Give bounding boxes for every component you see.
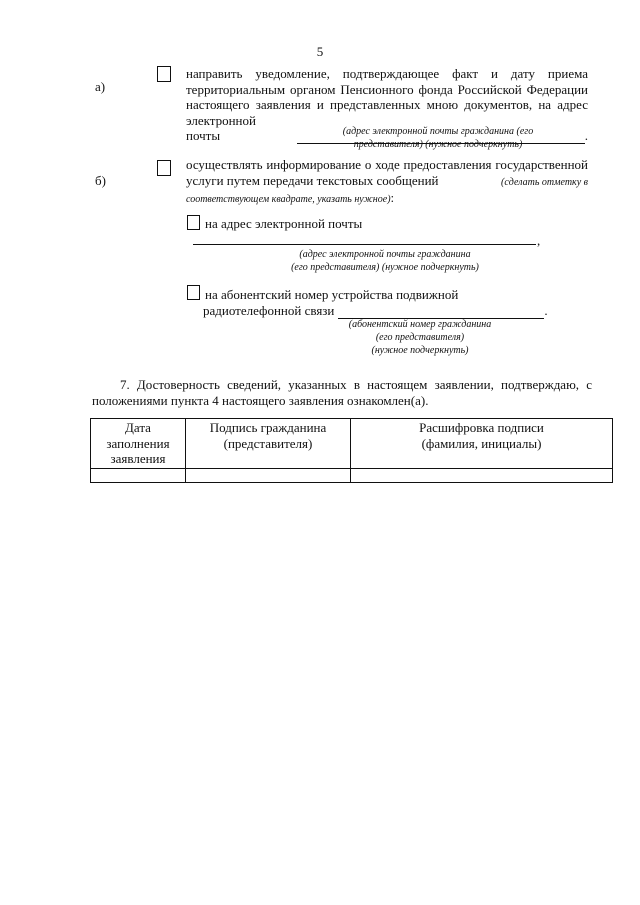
option-b-checkbox[interactable] (157, 160, 171, 176)
signature-cell[interactable] (186, 468, 351, 482)
header-name-line-1: Расшифровка подписи (419, 420, 544, 435)
option-a-email-label: электронной почты (186, 112, 256, 143)
phone-note (320, 318, 520, 357)
option-a-line-1: направить уведомление, подтверждающее факт и дату приема (186, 66, 588, 81)
option-a-note-line-2: представителя) (нужное подчеркнуть) (353, 139, 523, 150)
header-date-line-2: заполнения (106, 435, 170, 451)
section-7-line-2: положениями пункта 4 настоящего заявления ознакомлен(а). (92, 392, 429, 408)
header-signature-line-2: (представителя) (223, 435, 313, 451)
option-b-line-3-colon: : (390, 190, 395, 205)
option-a-note-line-1: (адрес электронной почты гражданина (его (342, 126, 534, 137)
phone-number-field[interactable] (338, 306, 544, 319)
email-suffix: , (537, 233, 541, 248)
phone-note-line-3: (нужное подчеркнуть) (371, 345, 469, 356)
page-number: 5 (316, 44, 324, 59)
option-a-email-suffix: . (584, 128, 588, 143)
header-signature (186, 419, 351, 469)
section-7 (92, 377, 592, 408)
option-b-marker: б) (95, 173, 106, 188)
header-date (91, 419, 186, 469)
option-a-marker: а) (95, 79, 106, 94)
option-b-text (186, 157, 588, 208)
option-b-line-3 (186, 190, 588, 208)
header-signature-line-1: Подпись гражданина (209, 420, 327, 435)
phone-label-line-2: радиотелефонной связи (203, 303, 335, 318)
header-date-line-3: заявления (110, 451, 166, 466)
section-7-line-1: 7. Достоверность сведений, указанных в настоящем заявлении, подтверждаю, с (120, 377, 592, 392)
date-cell[interactable] (91, 468, 186, 482)
email-note-line-2: (его представителя) (нужное подчеркнуть) (291, 262, 479, 273)
phone-note-line-2: (его представителя) (375, 332, 465, 343)
signature-table (90, 418, 613, 483)
option-a-checkbox[interactable] (157, 66, 171, 82)
phone-note-line-1: (абонентский номер гражданина (348, 319, 492, 330)
email-note (265, 248, 505, 274)
option-b-line-1: осуществлять информирование о ходе предоставления государственной (186, 157, 588, 172)
option-a-line-3: настоящего заявления и представленных мною документов, на адрес (186, 97, 588, 112)
email-label: на адрес электронной почты (205, 216, 363, 231)
email-checkbox[interactable] (187, 215, 200, 230)
header-date-line-1: Дата (125, 420, 151, 435)
header-name-decoding (351, 419, 613, 469)
phone-checkbox[interactable] (187, 285, 200, 300)
signature-table-header (91, 419, 613, 469)
option-a-email-note (318, 125, 558, 151)
email-note-line-1: (адрес электронной почты гражданина (299, 249, 471, 260)
option-b-line-2 (186, 173, 588, 191)
option-b-line-3-note: соответствующем квадрате, указать нужное) (186, 194, 391, 205)
header-name-line-2: (фамилия, инициалы) (421, 435, 542, 451)
phone-label-line-1: на абонентский номер устройства подвижной (205, 287, 459, 302)
phone-suffix: . (544, 303, 548, 318)
name-decoding-cell[interactable] (351, 468, 613, 482)
option-b-line-2-note: (сделать отметку в (501, 176, 588, 188)
signature-table-row (91, 468, 613, 482)
option-b-line-2-text: услуги путем передачи текстовых сообщений (186, 172, 439, 188)
phone-line-2 (203, 303, 548, 319)
email-address-field[interactable] (193, 232, 536, 245)
option-a-line-2: территориальным органом Пенсионного фонда Российской Федерации (186, 81, 588, 97)
